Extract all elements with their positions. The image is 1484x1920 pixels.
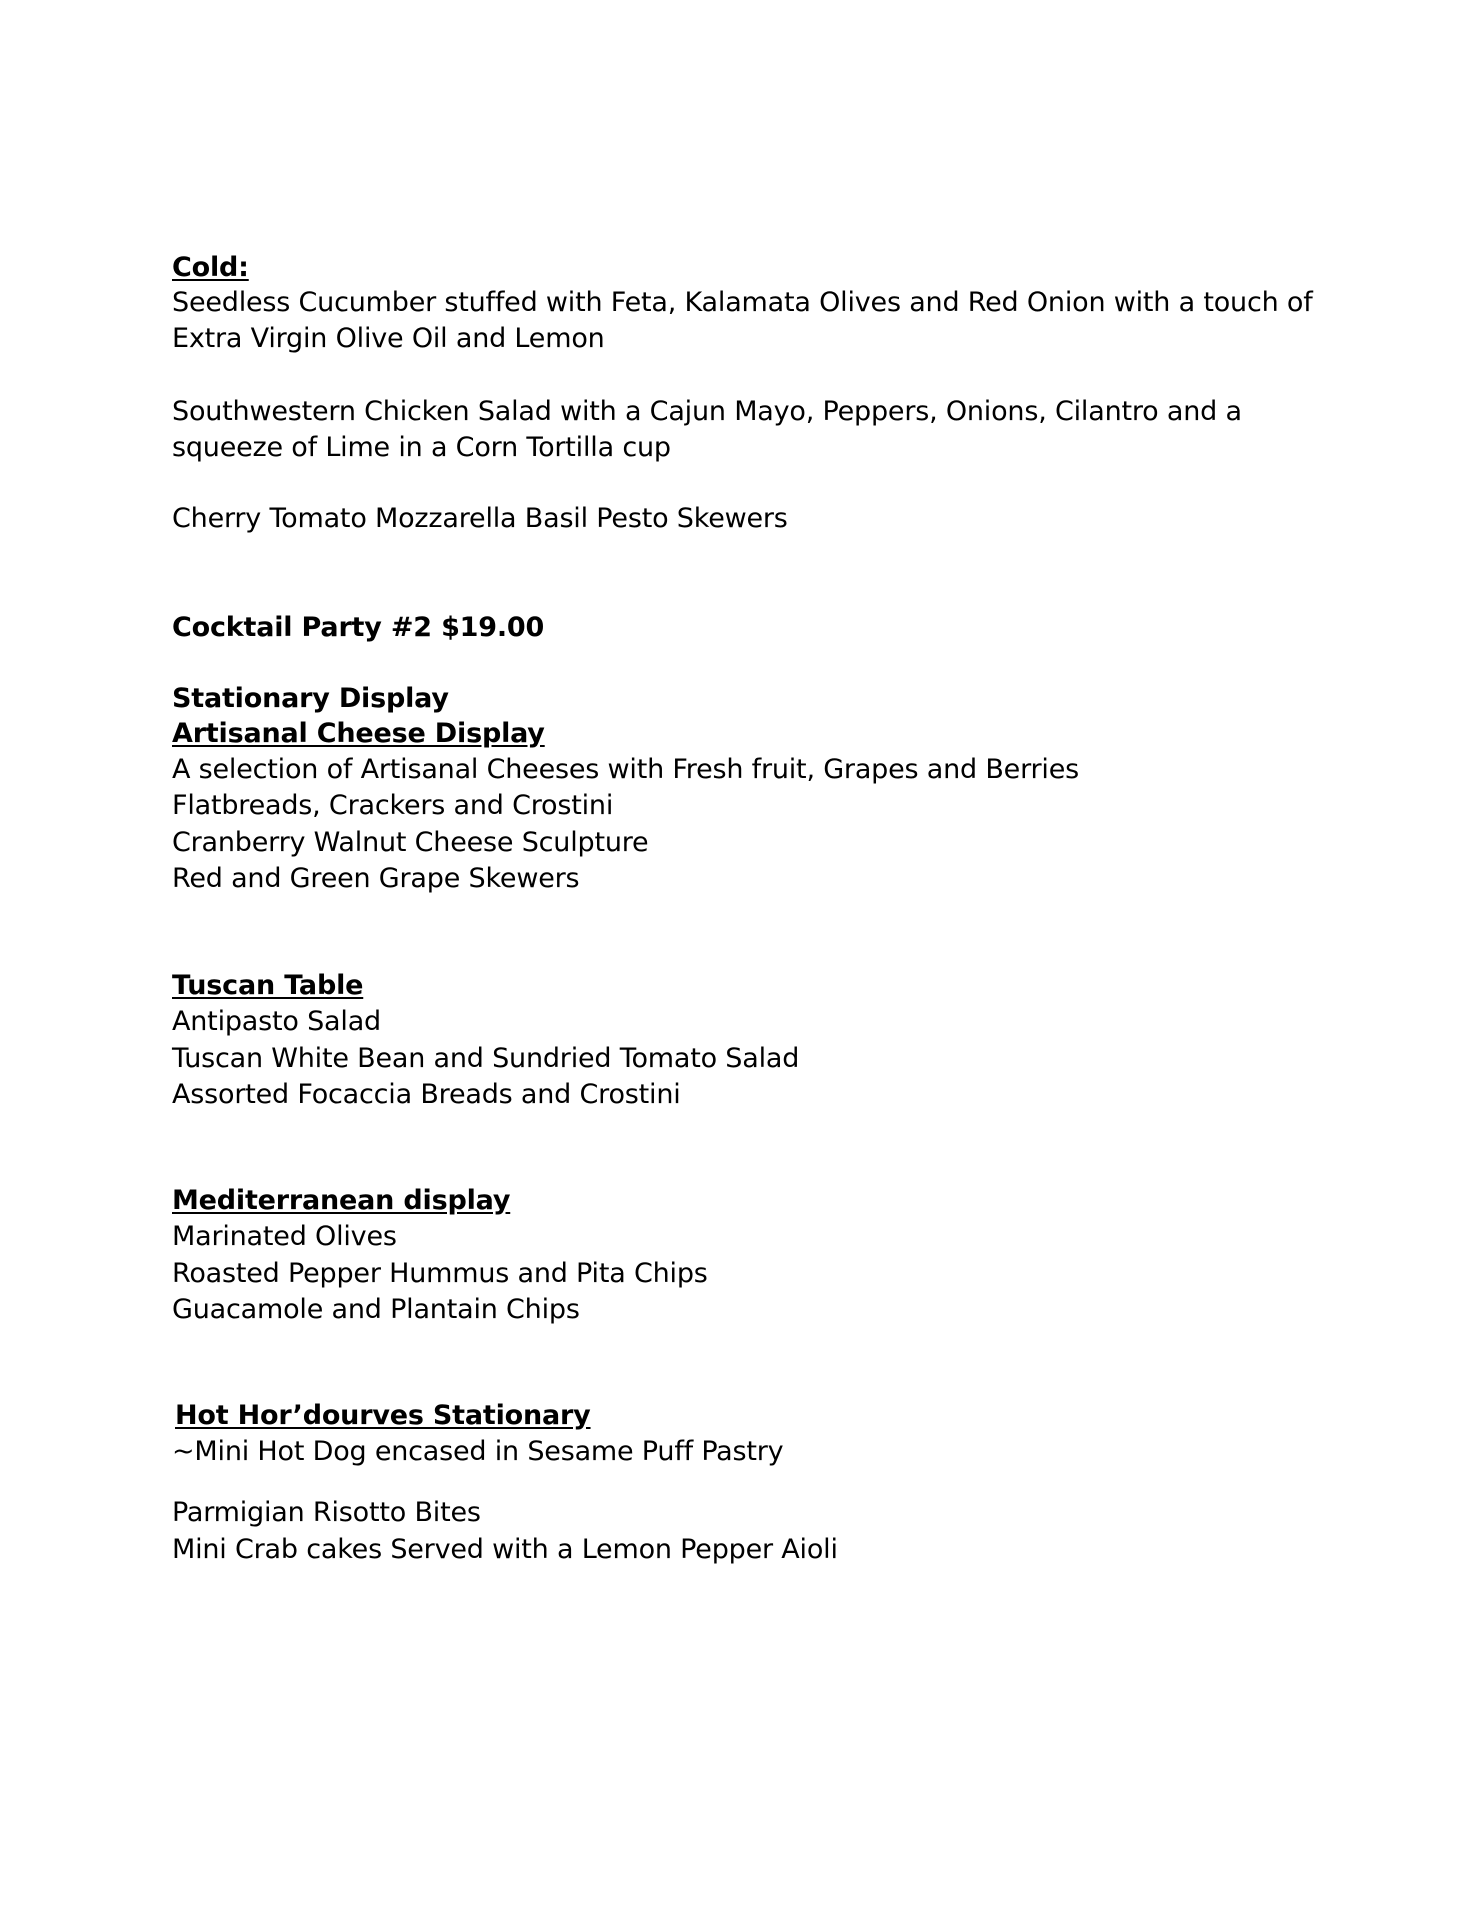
package-title: Cocktail Party #2 $19.00 xyxy=(172,612,545,643)
list-item: Antipasto Salad xyxy=(172,1006,381,1037)
list-item: Marinated Olives xyxy=(172,1221,397,1252)
hot-hordourves-title: Hot Hor’dourves Stationary xyxy=(175,1400,591,1431)
cold-item-2-line-2: squeeze of Lime in a Corn Tortilla cup xyxy=(172,432,671,463)
mediterranean-display-title: Mediterranean display xyxy=(172,1185,511,1216)
list-item: Red and Green Grape Skewers xyxy=(172,863,580,894)
cheese-display-title: Artisanal Cheese Display xyxy=(172,718,545,749)
cold-heading: Cold: xyxy=(172,252,249,283)
cold-item-2-line-1: Southwestern Chicken Salad with a Cajun Mayo, Peppers, Onions, Cilantro and a xyxy=(172,396,1242,427)
list-item: Tuscan White Bean and Sundried Tomato Salad xyxy=(172,1043,800,1074)
cold-item-3: Cherry Tomato Mozzarella Basil Pesto Skewers xyxy=(172,503,788,534)
list-item: Guacamole and Plantain Chips xyxy=(172,1294,580,1325)
cold-item-1-line-1: Seedless Cucumber stuffed with Feta, Kalamata Olives and Red Onion with a touch of xyxy=(172,287,1313,318)
cold-item-1-line-2: Extra Virgin Olive Oil and Lemon xyxy=(172,323,605,354)
list-item: Cranberry Walnut Cheese Sculpture xyxy=(172,827,649,858)
list-item: Roasted Pepper Hummus and Pita Chips xyxy=(172,1258,708,1289)
list-item: Assorted Focaccia Breads and Crostini xyxy=(172,1079,681,1110)
list-item: Parmigian Risotto Bites xyxy=(172,1497,481,1528)
list-item: A selection of Artisanal Cheeses with Fresh fruit, Grapes and Berries xyxy=(172,754,1079,785)
stationary-heading: Stationary Display xyxy=(172,683,449,714)
list-item: Flatbreads, Crackers and Crostini xyxy=(172,790,614,821)
list-item: ~Mini Hot Dog encased in Sesame Puff Pastry xyxy=(172,1436,784,1467)
tuscan-table-title: Tuscan Table xyxy=(172,970,364,1001)
list-item: Mini Crab cakes Served with a Lemon Pepper Aioli xyxy=(172,1534,838,1565)
